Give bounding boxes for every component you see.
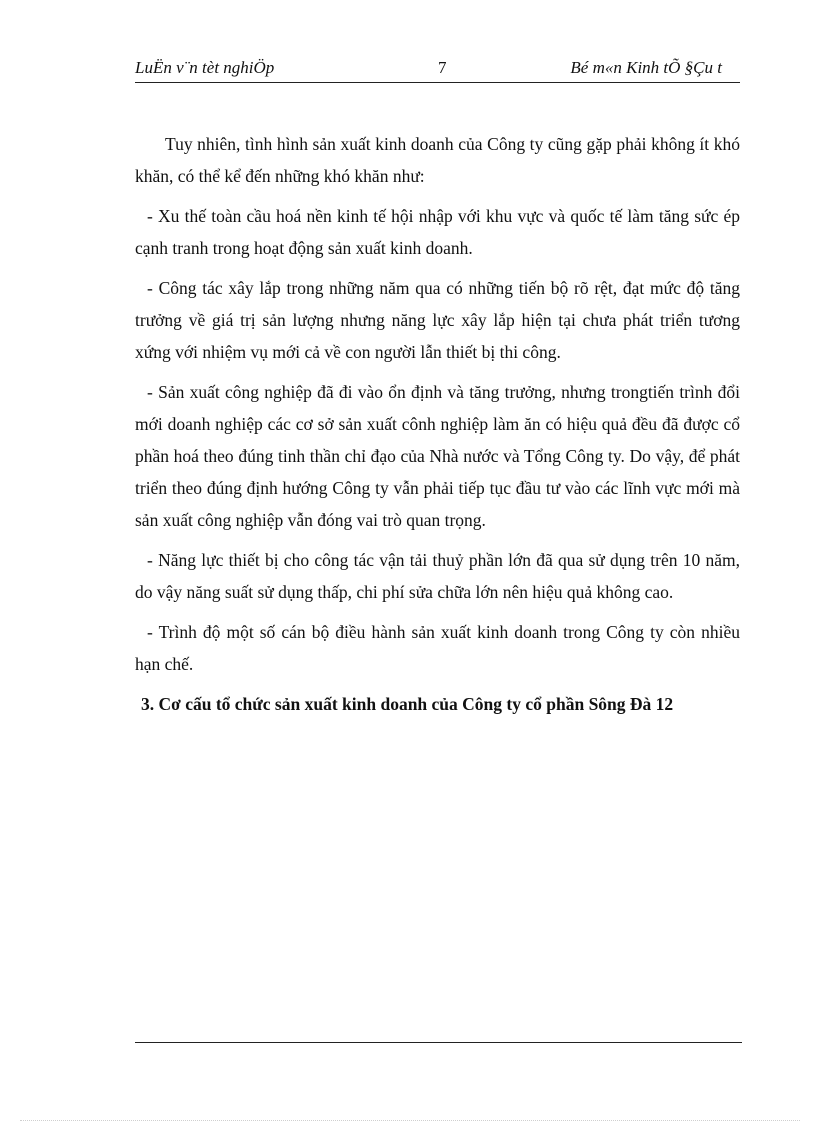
page-number: 7 <box>438 58 447 77</box>
page-bottom-border <box>20 1120 800 1121</box>
difficulty-industrial-production: - Sản xuất công nghiệp đã đi vào ổn định và tăng trưởng, nhưng trongtiến trình đổi mới doanh nghiệp các cơ sở sản xuất cônh nghiệp làm ăn có hiệu quả đều đã được cổ phần hoá theo đúng tinh thần chỉ đạo của Nhà nước và Tổng Công ty. Do vậy, để phát triển theo đúng định hướng Công ty vẫn phải tiếp tục đầu tư vào các lĩnh vực mới mà sản xuất công nghiệp vẫn đóng vai trò quan trọng. <box>135 382 740 530</box>
difficulty-management-skills: - Trình độ một số cán bộ điều hành sản xuất kinh doanh trong Công ty còn nhiều hạn chế. <box>135 622 740 674</box>
document-body <box>135 128 740 728</box>
header-thesis-title: LuËn v¨n tèt nghiÖp <box>135 58 275 77</box>
difficulty-transport-equipment: - Năng lực thiết bị cho công tác vận tải thuỷ phần lớn đã qua sử dụng trên 10 năm, do vậy năng suất sử dụng thấp, chi phí sửa chữa lớn nên hiệu quả không cao. <box>135 550 740 602</box>
intro-paragraph: Tuy nhiên, tình hình sản xuất kinh doanh của Công ty cũng gặp phải không ít khó khăn, có thể kể đến những khó khăn như: <box>135 134 740 186</box>
header-department: Bé m«n Kinh tÕ §Çu t <box>570 58 722 77</box>
footer-rule <box>135 1042 742 1043</box>
difficulty-construction: - Công tác xây lắp trong những năm qua có những tiến bộ rõ rệt, đạt mức độ tăng trưởng về giá trị sản lượng nhưng năng lực xây lắp hiện tại chưa phát triển tương xứng với nhiệm vụ mới cả về con người lẫn thiết bị thi công. <box>135 278 740 362</box>
page-header <box>135 58 740 83</box>
section-heading: 3. Cơ cấu tổ chức sản xuất kinh doanh của Công ty cổ phần Sông Đà 12 <box>141 694 674 714</box>
difficulty-globalization: - Xu thế toàn cầu hoá nền kinh tế hội nhập với khu vực và quốc tế làm tăng sức ép cạnh tranh trong hoạt động sản xuất kinh doanh. <box>135 206 740 258</box>
